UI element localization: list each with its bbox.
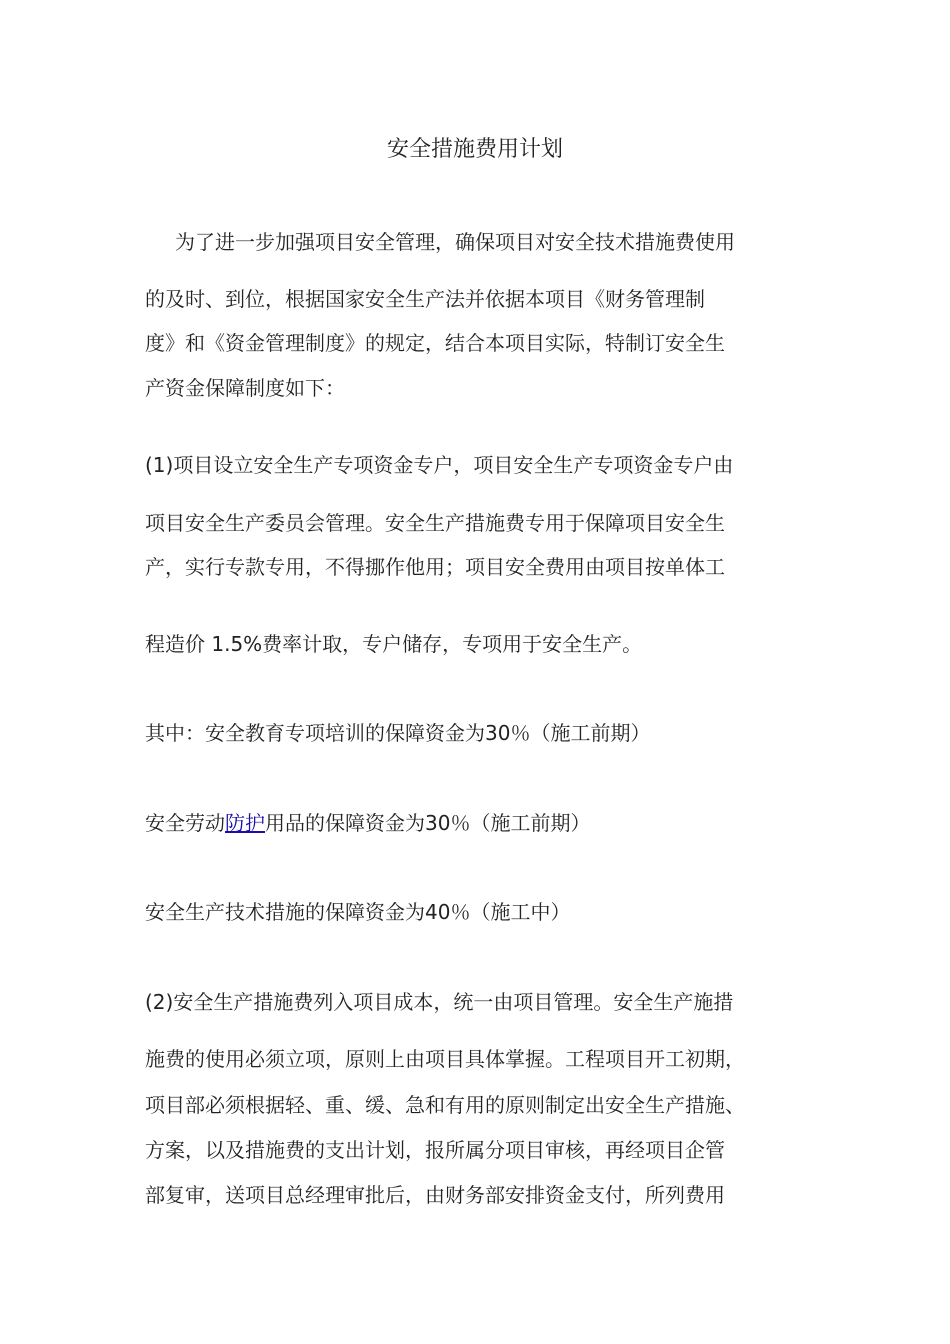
allocation-line-1: 其中：安全教育专项培训的保障资金为30％（施工前期） — [145, 721, 651, 745]
section2-line-4: 方案，以及措施费的支出计划，报所属分项目审核，再经项目企管 — [145, 1138, 725, 1162]
protection-link[interactable]: 防护 — [225, 811, 265, 835]
intro-line-4: 产资金保障制度如下： — [145, 376, 345, 400]
section1-line-3: 产，实行专款专用，不得挪作他用；项目安全费用由项目按单体工 — [145, 555, 725, 579]
intro-line-1: 为了进一步加强项目安全管理，确保项目对安全技术措施费使用 — [175, 230, 735, 254]
section2-line-3: 项目部必须根据轻、重、缓、急和有用的原则制定出安全生产措施、 — [145, 1093, 745, 1117]
section2-line-1: (2)安全生产措施费列入项目成本，统一由项目管理。安全生产施措 — [145, 990, 734, 1014]
section1-line-4: 程造价 1.5%费率计取，专户储存，专项用于安全生产。 — [145, 632, 643, 656]
document-title: 安全措施费用计划 — [386, 137, 563, 162]
allocation-line-2-suffix: 用品的保障资金为30％（施工前期） — [265, 811, 591, 835]
section2-line-5: 部复审，送项目总经理审批后，由财务部安排资金支付，所列费用 — [145, 1183, 725, 1207]
allocation-line-2-prefix: 安全劳动 — [145, 811, 225, 835]
section2-line-2: 施费的使用必须立项，原则上由项目具体掌握。工程项目开工初期， — [145, 1047, 745, 1071]
intro-line-2: 的及时、到位，根据国家安全生产法并依据本项目《财务管理制 — [145, 287, 705, 311]
allocation-line-3: 安全生产技术措施的保障资金为40％（施工中） — [145, 900, 571, 924]
section1-line-1: (1)项目设立安全生产专项资金专户，项目安全生产专项资金专户由 — [145, 453, 734, 477]
intro-line-3: 度》和《资金管理制度》的规定，结合本项目实际，特制订安全生 — [145, 331, 725, 355]
section1-line-2: 项目安全生产委员会管理。安全生产措施费专用于保障项目安全生 — [145, 511, 725, 535]
allocation-line-2 — [145, 808, 590, 838]
